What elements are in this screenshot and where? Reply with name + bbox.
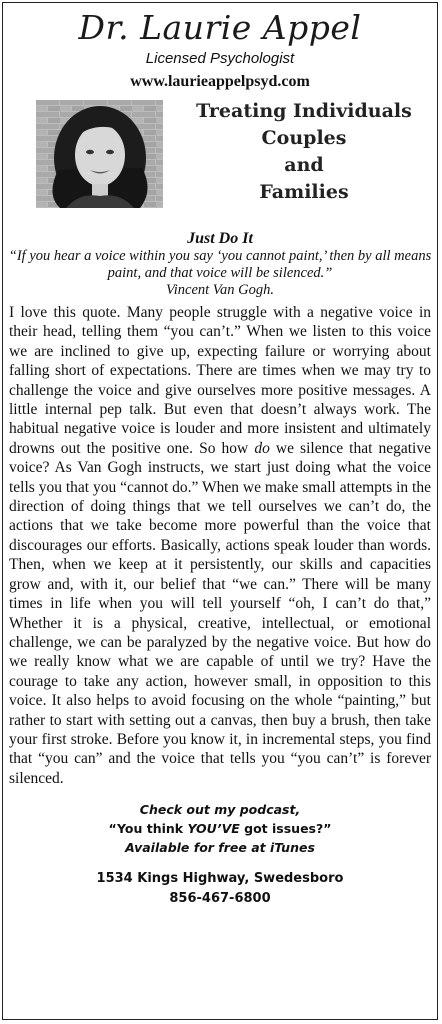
article-body — [3, 301, 437, 788]
service-line-4: Families — [259, 181, 349, 203]
advertisement — [2, 2, 438, 1020]
quote-text: “If you hear a voice within you say ‘you cannot paint,’ then by all means paint, and that voice will be silenced.” — [8, 248, 432, 281]
portrait-photo — [36, 100, 163, 208]
phone-number[interactable]: 856-467-6800 — [169, 891, 271, 907]
quote-attribution: Vincent Van Gogh. — [165, 282, 275, 298]
service-line-2: Couples — [261, 127, 347, 149]
podcast-line-3: Available for free at iTunes — [125, 840, 315, 856]
body-part-1: I love this quote. Many people struggle with a negative voice in their head, telling them “you can’t.” When we listen to this voice we are inclined to give up, expecting failure or worrying about falling short of expectations. There are times when we may try to challenge the voice and give ourselves more positive messages. A little internal pep talk. But even that doesn’t always work. The habitual negative voice is louder and more insistent and ultimately drowns out the positive one. So how — [9, 304, 431, 457]
service-line-1: Treating Individuals — [196, 100, 412, 122]
service-line-3: and — [284, 154, 324, 176]
podcast-title-post: got issues?” — [239, 821, 332, 837]
article-title: Just Do It — [187, 230, 253, 247]
podcast-line-1: Check out my podcast, — [139, 802, 301, 818]
body-emphasis: do — [254, 439, 270, 457]
website-link[interactable]: www.laurieappelpsyd.com — [130, 73, 310, 90]
podcast-title-pre: “You think — [108, 821, 188, 837]
portrait-illustration — [36, 100, 163, 208]
intro-row — [3, 100, 437, 220]
contact-block — [3, 869, 437, 909]
doctor-name: Dr. Laurie Appel — [78, 8, 362, 47]
podcast-promo — [3, 800, 437, 857]
body-part-2: we silence that negative voice? As Van Gogh instructs, we start just doing what the voice tells you that you “cannot do.” When we make small attempts in the direction of doing things that we tell ourselves we can’t do, the actions that we take become more powerful than the voice that discourages our efforts. Basically, actions speak louder than words. Then, when we keep at it persistently, our skills and capacities grow and, with it, our belief that “we can.” There will be many times in life when you will tell yourself “oh, I can’t do that,” Whether it is a physical, creative, intellectual, or emotional challenge, we can be paralyzed by the negative voice. But how do we really know what we are capable of until we try? Have the courage to take any action, however small, in opposition to this voice. It also helps to avoid focusing on the whole “painting,” but rather to start with setting out a canvas, then buy a brush, then take your first stroke. Before you know it, in incremental steps, you find that “you can” and the voice that tells you “you can’t” is forever silenced. — [9, 439, 431, 787]
services-list — [173, 98, 435, 206]
license-title: Licensed Psychologist — [145, 50, 295, 67]
podcast-title-em: YOU’VE — [187, 821, 240, 837]
podcast-title[interactable] — [3, 819, 437, 838]
address: 1534 Kings Highway, Swedesboro — [96, 871, 344, 887]
